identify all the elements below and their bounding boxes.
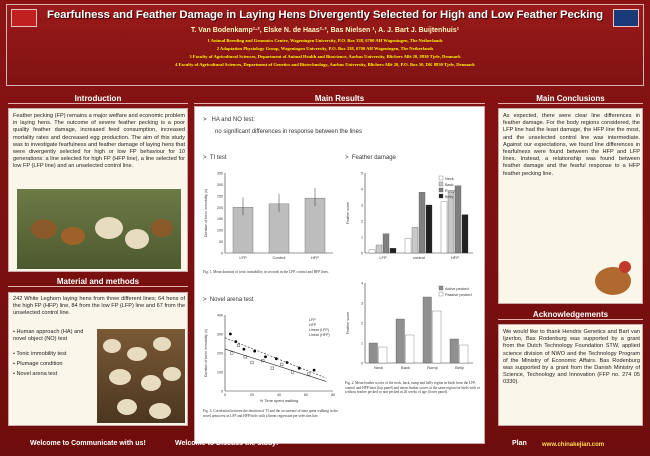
y-tick-label: 50 [219,240,223,245]
y-axis-label: Feather score [346,311,350,335]
legend-label: LFP [309,318,316,322]
bar-back [448,192,454,253]
y-tick-label: 0 [361,251,363,256]
bar-neck [405,239,411,253]
x-tick-label: LFP [379,255,387,260]
y-tick-label: 1 [361,341,363,346]
y-tick-label: 3 [361,301,363,306]
x-tick-label: Back [401,365,410,370]
x-tick-label: 20 [250,393,254,397]
materials-heading: Material and methods [8,277,188,287]
acknowledgements-panel [498,324,643,426]
affiliation-3: 3 Faculty of Agricultural Sciences, Department of Animal Health and Bioscience, Aarhus University, Blichers Allé 20, 8830 Tjele, Denmark [189,54,461,59]
y-tick-label: 0 [221,251,223,256]
bar-back [412,227,418,253]
novel-arena-scatter [201,307,341,407]
bar-neck [369,250,375,253]
introduction-heading: Introduction [8,94,188,104]
acknowledgements-text: We would like to thank Hendrix Genetics and Bart van Ijzerloo, Bas Rodenburg was supported by a grant from the Dutch Technology Foundation STW, applied science division of NWO and the Technology Program of the Ministry of Economic Affairs. Bas Rodenburg was supported by a grant from the Danish Ministry of Science, Technology and Innovation (FFP no. 274 05 0330). [503,329,640,386]
y-tick-label: 300 [217,332,223,337]
x-tick-label: Neck [373,365,384,370]
bar-rump [383,234,389,253]
legend-label: HFP [309,323,317,327]
footer-discuss-link[interactable]: Welcome to Discuss the study! [175,440,279,447]
point-lfp [307,373,310,376]
bar-belly [462,215,468,253]
method-item: • Plumage condition [13,361,63,367]
y-tick-label: 200 [217,351,223,356]
legend-swatch [439,182,443,186]
legend-swatch [439,188,443,192]
point-hfp [229,333,232,336]
affiliation-1: 1 Animal Breeding and Genomics Centre, Wageningen University, P.O. Box 338, 6700 AH Wageningen, The Netherlands [207,38,443,43]
y-tick-label: 4 [361,281,363,286]
regression-lfp [225,349,326,381]
y-tick-label: 250 [217,194,223,199]
x-tick-label: Belly [455,365,464,370]
y-tick-label: 200 [217,205,223,210]
x-tick-label: control [412,255,426,260]
introduction-panel [8,108,188,272]
method-item: • Human approach (HA) and novel object (NO) test [13,329,84,343]
bar-passive-pecked [379,347,388,363]
legend-label: Back [445,183,454,187]
ti-bar-chart [201,165,341,269]
legend-label: Linear (HFP) [309,333,330,337]
legend-swatch [439,292,443,296]
feather-damage-label: > Feather damage [345,155,396,161]
bar-hfp [305,198,325,253]
y-tick-label: 2 [361,321,363,326]
x-tick-label: 0 [224,393,226,397]
y-tick-label: 0 [361,361,363,366]
y-tick-label: 1 [361,235,363,240]
method-item: • Tonic immobility test [13,351,67,357]
results-panel [194,106,485,444]
x-tick-label: Control [272,255,286,260]
y-tick-label: 150 [217,217,223,222]
y-tick-label: 300 [217,182,223,187]
novel-arena-label: > Novel arena test [203,297,254,303]
materials-panel [8,292,188,426]
y-tick-label: 0 [221,389,223,394]
fig1-caption: Fig. 1. Mean duration of tonic immobility in seconds in the LFP, control and HFP lines. [203,270,329,274]
y-tick-label: 3 [361,203,363,208]
bar-active-pecked [369,343,378,363]
y-tick-label: 2 [361,219,363,224]
bar-belly [390,248,396,253]
y-tick-label: 5 [361,171,363,176]
affiliation-2: 2 Adaptation Physiology Group, Wageningen University, P.O. Box 338, 6700 AH Wageningen, The Netherlands [216,46,434,51]
ti-test-label: > TI test [203,155,227,161]
legend-swatch [439,286,443,290]
y-tick-label: 4 [361,187,363,192]
legend-label: Neck [445,177,454,181]
conclusions-text: As expected, there were clear line differences in feather damage. For the body regions considered, the LFP line had the least damage, the HFP line the most, and the unselected control line was intermediate. Against our expectations, we found line differences in fearfulness were found between the HFP and LFP lines. Instead, a relationship was found between feather damage and the fearful response to a HFP feather pecking line. [503,113,640,177]
bar-passive-pecked [460,345,469,363]
x-tick-label: Rump [427,365,438,370]
bar-rump [455,186,461,253]
point-hfp [264,355,267,358]
bar-neck [441,202,447,253]
conclusions-heading: Main Conclusions [498,94,643,104]
y-tick-label: 350 [217,171,223,176]
watermark-text: www.chinakejian.com [542,442,605,448]
methods-list [13,329,93,381]
legend-swatch [439,176,443,180]
legend-label: Passive pecked [445,293,472,297]
poster-authors: T. Van Bodenkamp¹·², Elske N. de Haas²·³, Bas Nielsen ¹, A. J. Bart J. Buijtenhuis¹ [190,27,460,34]
footer-communicate-link[interactable]: Welcome to Communicate with us! [30,440,146,447]
bar-active-pecked [396,319,405,363]
bar-belly [426,205,432,253]
point-hfp [313,369,316,372]
poster-header [6,4,644,86]
poster-title: Fearfulness and Feather Damage in Laying Hens Divergently Selected for High and Low Feather Pecking [47,9,603,21]
x-tick-label: HFP [311,255,319,260]
bar-back [376,245,382,253]
y-tick-label: 400 [217,313,223,318]
y-axis-label: Feather score [346,201,350,225]
x-tick-label: 40 [277,393,281,397]
feather-damage-pecking-chart [343,275,481,379]
method-item: • Novel arena test [13,371,58,377]
point-lfp [237,344,240,347]
hens-photo-intro [17,189,181,269]
x-axis-label: % Time spent walking [259,398,299,403]
feather-damage-line-chart [343,165,481,271]
fig3-caption: Fig. 3. Correlation between the duration of TI and the occurrence of time spent walking in the novel arena test in LFP and HFP birds with a linear regression per selection line. [203,409,338,418]
hen-photo-conclusions [589,259,641,301]
bar-passive-pecked [406,335,415,363]
results-heading: Main Results [194,94,485,104]
bar-rump [419,192,425,253]
x-tick-label: HFP [451,255,459,260]
y-tick-label: 100 [217,370,223,375]
x-tick-label: LFP [239,255,247,260]
legend-label: Belly [445,195,454,199]
bar-active-pecked [450,339,459,363]
affiliation-4: 4 Faculty of Agricultural Sciences, Department of Genetics and Biotechnology, Aarhus University, Blichers Allé 20, P.O. Box 50, DK 8830 Tjele, Denmark [175,62,475,67]
y-axis-label: Duration of tonic immobility (s) [204,188,208,238]
fig2-caption: Fig. 2. Mean feather scores of the neck, back, rump and belly region in birds from the LFP, control and HFP lines (top panel) and mean feather scores at the same region for birds with or without feather pecked or non pecked at 20 weeks of age (lower panel). [345,381,480,395]
point-lfp [280,363,283,366]
legend-swatch [439,194,443,198]
point-lfp [230,352,233,355]
point-hfp [243,348,246,351]
bar-active-pecked [423,297,432,363]
introduction-text: Feather pecking (FP) remains a major welfare and economic problem in laying hens. The outcome of severe feather pecking is a poor quality feather damage, increased feed consumption, increased mortality rates and decreased egg production. The aim of this study was to investigate fearfulness and feather damage of laying hens that were divergently selected for high or low FP behaviour for 10 generations: a line selected for high FP (HFP line), a line selected for low FP (LFP line) and an unselected control line. [13,113,185,170]
regression-hfp [225,338,326,378]
legend-label: Active pecked [445,287,469,291]
x-tick-label: 80 [331,393,335,397]
materials-text: 242 White Leghorn laying hens from three different lines; 64 hens of the high FP (HFP) line, 84 from the low FP (LFP) line and 67 from the unselected control line. [13,296,185,317]
point-lfp [271,367,274,370]
bar-passive-pecked [433,311,442,363]
legend-label: Rump [445,189,456,193]
y-tick-label: 100 [217,228,223,233]
footer-plan-link[interactable]: Plan [512,440,527,447]
conclusions-panel [498,108,643,304]
point-lfp [251,361,254,364]
legend-label: Linear (LFP) [309,328,329,332]
results-bullet-1: > HA and NO test: [203,117,255,123]
acknowledgements-heading: Acknowledgements [498,310,643,320]
results-bullet-2: no significant differences in response between the lines [215,129,362,135]
y-axis-label: Duration of tonic immobility (s) [204,328,208,378]
x-tick-label: 60 [304,393,308,397]
hens-photo-methods [97,329,185,423]
